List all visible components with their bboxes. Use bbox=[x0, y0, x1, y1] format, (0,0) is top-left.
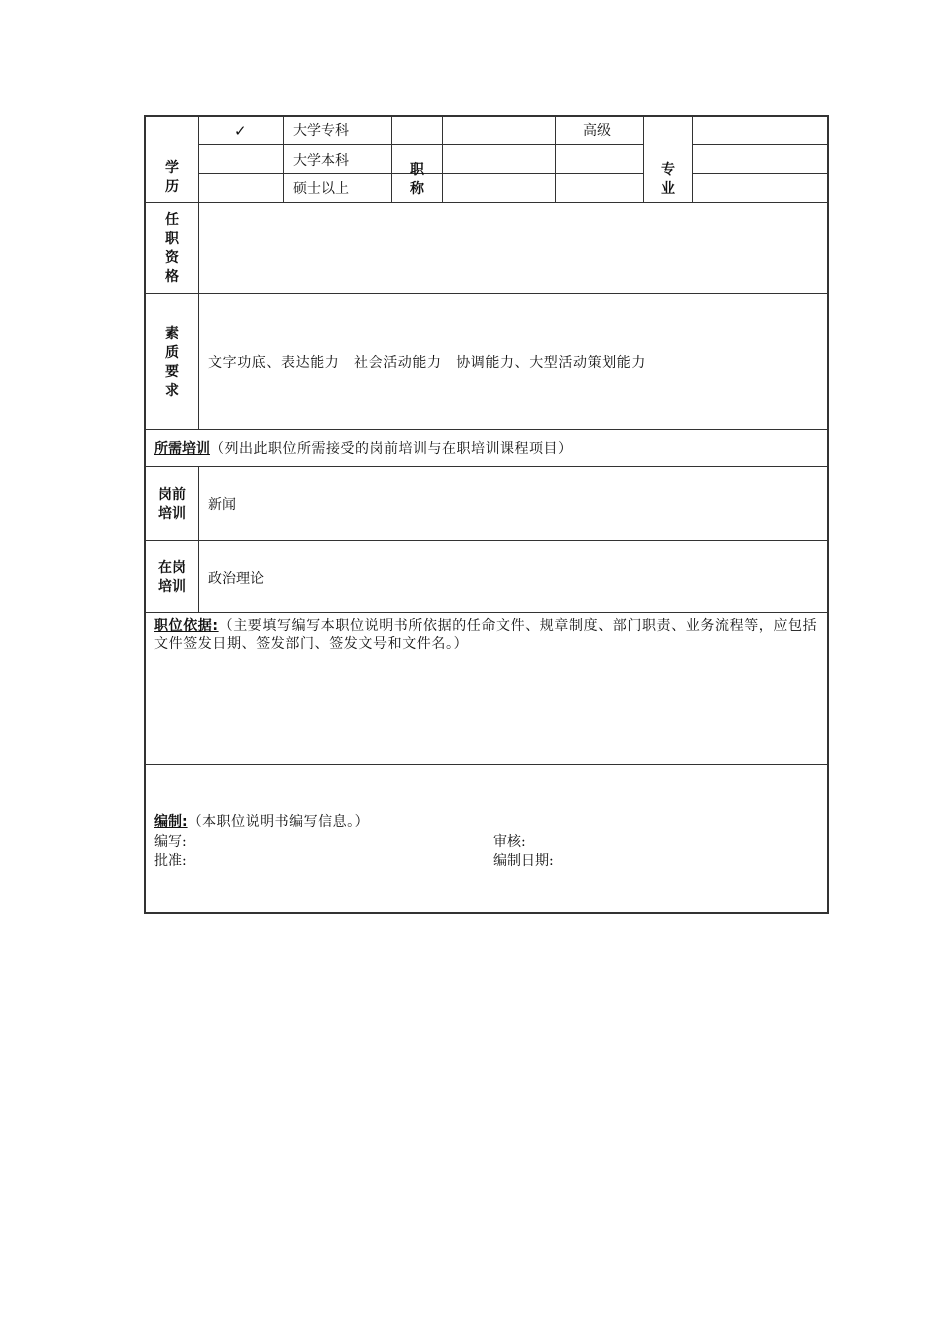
on-job-training-value: 政治理论 bbox=[208, 571, 264, 587]
row-divider bbox=[146, 540, 827, 541]
row-divider bbox=[692, 173, 827, 174]
education-check-mark: ✓ bbox=[234, 122, 247, 140]
title-rank-label: 职称 bbox=[410, 162, 424, 197]
column-divider bbox=[643, 117, 644, 202]
column-divider bbox=[198, 117, 199, 429]
row-divider bbox=[146, 764, 827, 765]
pre-job-training-label: 岗前培训 bbox=[158, 487, 186, 522]
qualification-label: 任职资格 bbox=[165, 212, 179, 285]
column-divider bbox=[692, 117, 693, 202]
pre-job-training-value: 新闻 bbox=[208, 497, 236, 513]
job-description-form bbox=[144, 115, 829, 914]
row-divider bbox=[198, 173, 442, 174]
column-divider bbox=[555, 117, 556, 202]
quality-label: 素质要求 bbox=[165, 326, 179, 399]
on-job-training-label: 在岗培训 bbox=[158, 560, 186, 595]
training-header-label: 所需培训 bbox=[154, 441, 210, 457]
quality-value: 文字功底、表达能力 社会活动能力 协调能力、大型活动策划能力 bbox=[208, 355, 646, 371]
row-divider bbox=[146, 429, 827, 430]
training-header bbox=[154, 440, 573, 458]
row-divider bbox=[692, 144, 827, 145]
compile-approver: 批准: bbox=[154, 853, 187, 869]
column-divider bbox=[198, 466, 199, 612]
education-option-master: 硕士以上 bbox=[293, 181, 349, 197]
row-divider bbox=[146, 202, 827, 203]
row-divider bbox=[146, 293, 827, 294]
basis-note: （主要填写编写本职位说明书所依据的任命文件、规章制度、部门职责、业务流程等，应包括文件签发日期、签发部门、签发文号和文件名。） bbox=[154, 618, 818, 652]
column-divider bbox=[391, 117, 392, 202]
row-divider bbox=[146, 466, 827, 467]
training-header-note: （列出此职位所需接受的岗前培训与在职培训课程项目） bbox=[210, 441, 573, 457]
compile-date: 编制日期: bbox=[493, 853, 554, 869]
basis-section bbox=[154, 617, 822, 653]
row-divider bbox=[146, 612, 827, 613]
row-divider bbox=[442, 173, 643, 174]
compile-note: （本职位说明书编写信息。） bbox=[187, 814, 370, 830]
compile-label: 编制: bbox=[154, 814, 188, 830]
row-divider bbox=[442, 144, 643, 145]
column-divider bbox=[442, 117, 443, 202]
education-option-associate: 大学专科 bbox=[293, 123, 349, 139]
compile-header bbox=[154, 813, 369, 831]
basis-label: 职位依据: bbox=[154, 618, 219, 634]
major-label: 专业 bbox=[661, 162, 675, 197]
education-option-bachelor: 大学本科 bbox=[293, 153, 349, 169]
compile-reviewer: 审核: bbox=[493, 834, 526, 850]
column-divider bbox=[283, 117, 284, 202]
row-divider bbox=[198, 144, 442, 145]
compile-writer: 编写: bbox=[154, 834, 187, 850]
education-label: 学历 bbox=[165, 160, 179, 195]
title-rank-value: 高级 bbox=[583, 123, 611, 139]
